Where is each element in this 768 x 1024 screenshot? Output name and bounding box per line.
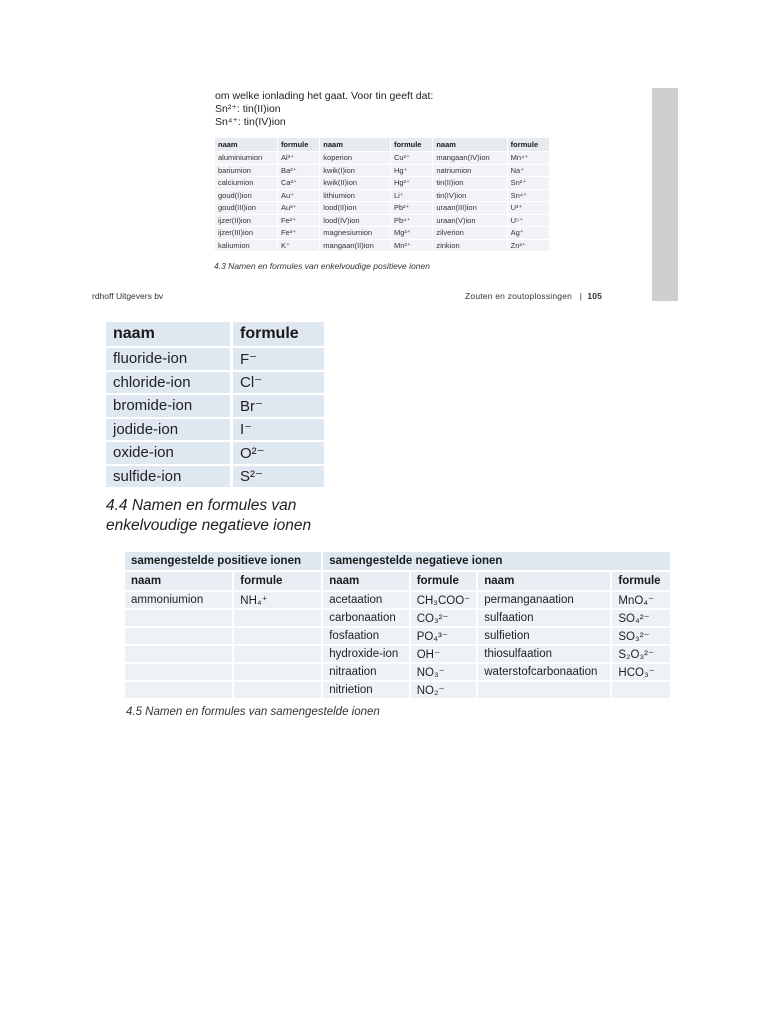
publisher-footer: rdhoff Uitgevers bv	[92, 291, 164, 301]
table-cell: NH₄⁺	[234, 592, 323, 610]
table-cell: Cl⁻	[233, 372, 324, 394]
column-header: formule	[278, 138, 319, 151]
positive-ions-table	[214, 137, 550, 252]
table-cell: thiosulfaation	[478, 646, 612, 664]
table-row	[106, 372, 324, 394]
table-cell: Au⁺	[278, 190, 319, 202]
table-cell: Cu²⁺	[391, 152, 432, 164]
table-cell	[125, 682, 234, 700]
table-cell: lood(II)ion	[320, 202, 390, 214]
table-cell: waterstofcarbonaation	[478, 664, 612, 682]
table-cell: nitraation	[323, 664, 410, 682]
table-cell: Fe²⁺	[278, 215, 319, 227]
table-cell: ijzer(II)ion	[215, 215, 277, 227]
table-cell: Al³⁺	[278, 152, 319, 164]
table-cell: magnesiumion	[320, 227, 390, 239]
table-cell: Ba²⁺	[278, 165, 319, 177]
table-row	[215, 177, 549, 189]
table-cell	[125, 664, 234, 682]
column-header: formule	[612, 572, 670, 592]
table-cell: ijzer(III)ion	[215, 227, 277, 239]
table-cell: Fe³⁺	[278, 227, 319, 239]
table-cell: sulfaation	[478, 610, 612, 628]
table-row	[215, 190, 549, 202]
table-cell: SO₄²⁻	[612, 610, 670, 628]
table-cell: Hg⁺	[391, 165, 432, 177]
table-row	[215, 215, 549, 227]
table-cell: sulfietion	[478, 628, 612, 646]
table-cell: NO₂⁻	[411, 682, 479, 700]
table-cell: fluoride-ion	[106, 348, 233, 370]
table-row	[125, 682, 670, 700]
table-cell: K⁺	[278, 240, 319, 252]
table-cell: U³⁺	[508, 202, 549, 214]
table-cell	[234, 664, 323, 682]
table-cell: NO₃⁻	[411, 664, 479, 682]
caption-line: 4.4 Namen en formules van	[106, 497, 297, 514]
table-cell: F⁻	[233, 348, 324, 370]
table-row	[125, 628, 670, 646]
column-header: naam	[323, 572, 410, 592]
column-header: formule	[411, 572, 479, 592]
table-cell: MnO₄⁻	[612, 592, 670, 610]
table-cell: ammoniumion	[125, 592, 234, 610]
table-cell: Br⁻	[233, 395, 324, 417]
table-cell: Mn⁴⁺	[508, 152, 549, 164]
table-cell: PO₄³⁻	[411, 628, 479, 646]
table-cell: Ca²⁺	[278, 177, 319, 189]
table-cell: acetaation	[323, 592, 410, 610]
table-cell: U⁵⁺	[508, 215, 549, 227]
table-cell: carbonaation	[323, 610, 410, 628]
table-row	[125, 592, 670, 610]
table-cell	[125, 646, 234, 664]
table-cell: bariumion	[215, 165, 277, 177]
table-cell: Mn²⁺	[391, 240, 432, 252]
table-cell: jodide-ion	[106, 419, 233, 441]
table-cell: sulfide-ion	[106, 466, 233, 488]
table-cell: kaliumion	[215, 240, 277, 252]
table-header-row	[215, 138, 549, 151]
page-number: 105	[587, 291, 603, 301]
table-cell: lithiumion	[320, 190, 390, 202]
table-cell: bromide-ion	[106, 395, 233, 417]
table-row	[125, 610, 670, 628]
table-cell: Sn⁴⁺	[508, 190, 549, 202]
table-cell: natriumion	[433, 165, 506, 177]
table-cell: zinkion	[433, 240, 506, 252]
column-header: naam	[125, 572, 234, 592]
table-cell	[234, 682, 323, 700]
intro-line: Sn⁴⁺: tin(IV)ion	[215, 116, 286, 128]
table-row	[106, 442, 324, 464]
table-cell: Zn²⁺	[508, 240, 549, 252]
table-cell	[125, 610, 234, 628]
table-caption: 4.5 Namen en formules van samengestelde ionen	[126, 706, 380, 718]
table-cell: mangaan(IV)ion	[433, 152, 506, 164]
table-cell	[478, 682, 612, 700]
table-cell: Pb²⁺	[391, 202, 432, 214]
table-row	[106, 348, 324, 370]
table-cell: Hg²⁺	[391, 177, 432, 189]
scanned-page-excerpt	[0, 0, 768, 310]
compound-ions-table	[125, 552, 670, 700]
table-cell: O²⁻	[233, 442, 324, 464]
table-row	[215, 227, 549, 239]
table-row	[106, 466, 324, 488]
table-cell: aluminiumion	[215, 152, 277, 164]
table-row	[106, 395, 324, 417]
table-row	[125, 664, 670, 682]
table-cell: kwik(I)ion	[320, 165, 390, 177]
table-cell: Li⁺	[391, 190, 432, 202]
group-header-negative: samengestelde negatieve ionen	[323, 552, 670, 572]
page-footer	[465, 291, 602, 301]
table-row	[215, 152, 549, 164]
footer-separator: |	[579, 291, 583, 301]
column-header: naam	[433, 138, 506, 151]
table-header-row	[106, 322, 324, 346]
table-cell: S₂O₃²⁻	[612, 646, 670, 664]
table-row	[125, 646, 670, 664]
table-cell: Na⁺	[508, 165, 549, 177]
table-cell: S²⁻	[233, 466, 324, 488]
table-cell: zilverion	[433, 227, 506, 239]
column-header: formule	[508, 138, 549, 151]
group-header-row	[125, 552, 670, 572]
table-row	[215, 202, 549, 214]
table-cell: nitrietion	[323, 682, 410, 700]
table-cell	[234, 610, 323, 628]
table-cell: mangaan(II)ion	[320, 240, 390, 252]
table-caption	[106, 496, 311, 536]
table-cell: Pb⁴⁺	[391, 215, 432, 227]
table-cell: permanganaation	[478, 592, 612, 610]
table-cell: goud(I)ion	[215, 190, 277, 202]
table-cell: goud(III)ion	[215, 202, 277, 214]
table-cell: tin(II)ion	[433, 177, 506, 189]
table-cell: OH⁻	[411, 646, 479, 664]
column-header: naam	[106, 322, 233, 346]
table-row	[215, 165, 549, 177]
table-cell: Sn²⁺	[508, 177, 549, 189]
page-edge-strip	[652, 88, 678, 301]
table-row	[106, 419, 324, 441]
table-cell: lood(IV)ion	[320, 215, 390, 227]
table-cell: CO₃²⁻	[411, 610, 479, 628]
table-cell: kwik(II)ion	[320, 177, 390, 189]
table-cell	[234, 628, 323, 646]
negative-ions-table	[106, 320, 324, 489]
column-header: naam	[320, 138, 390, 151]
table-row	[215, 240, 549, 252]
table-cell: hydroxide-ion	[323, 646, 410, 664]
table-caption: 4.3 Namen en formules van enkelvoudige positieve ionen	[214, 261, 430, 271]
table-header-row	[125, 572, 670, 592]
table-cell: Au³⁺	[278, 202, 319, 214]
table-cell: koperion	[320, 152, 390, 164]
column-header: naam	[215, 138, 277, 151]
table-cell: Mg²⁺	[391, 227, 432, 239]
column-header: formule	[234, 572, 323, 592]
column-header: naam	[478, 572, 612, 592]
table-cell: uraan(III)ion	[433, 202, 506, 214]
group-header-positive: samengestelde positieve ionen	[125, 552, 323, 572]
table-cell: chloride-ion	[106, 372, 233, 394]
table-cell: oxide-ion	[106, 442, 233, 464]
table-cell: calciumion	[215, 177, 277, 189]
intro-line: Sn²⁺: tin(II)ion	[215, 103, 281, 115]
caption-line: enkelvoudige negatieve ionen	[106, 517, 312, 534]
column-header: formule	[391, 138, 432, 151]
table-cell	[125, 628, 234, 646]
table-cell: fosfaation	[323, 628, 410, 646]
table-cell	[612, 682, 670, 700]
table-cell: HCO₃⁻	[612, 664, 670, 682]
column-header: formule	[233, 322, 324, 346]
table-cell	[234, 646, 323, 664]
chapter-title: Zouten en zoutoplossingen	[465, 291, 573, 301]
intro-text	[215, 90, 433, 129]
table-cell: uraan(V)ion	[433, 215, 506, 227]
table-cell: I⁻	[233, 419, 324, 441]
table-cell: tin(IV)ion	[433, 190, 506, 202]
table-cell: Ag⁺	[508, 227, 549, 239]
table-cell: CH₃COO⁻	[411, 592, 479, 610]
table-cell: SO₃²⁻	[612, 628, 670, 646]
intro-line: om welke ionlading het gaat. Voor tin geeft dat:	[215, 90, 434, 102]
